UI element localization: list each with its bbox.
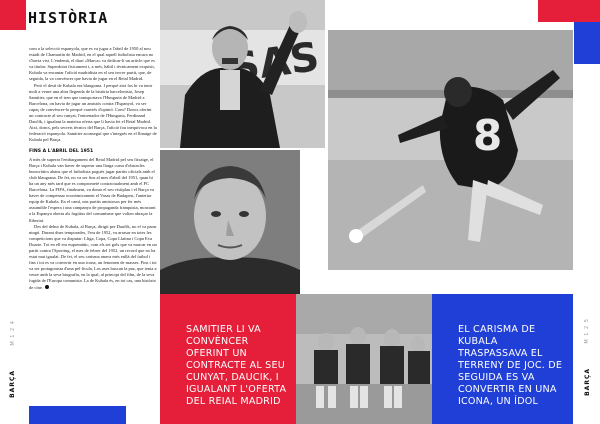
article-paragraph: com a la selecció espanyola, que es va jugar a l'abril de 1950 al nou estadi de Chamartín de Madrid, en el qual aquell futbolista encara no s'havia vist. L'endemà, el diari «Marca» va dedicar-li un article que es va titular: Superdotat físicament i, a més, hàbil i tècnicament exquisit, Kubala va encantar l'afició madridista en el seu tercer partit, que, de seguida, la va convèncer que havia de jugar en el Reial Madrid. bbox=[29, 46, 155, 82]
brand-label-right: BARÇA bbox=[584, 368, 591, 396]
page-number-left: M 1 2 4 bbox=[10, 320, 16, 346]
jersey-number-text: 8 bbox=[473, 111, 503, 160]
photo-team-group bbox=[296, 294, 432, 424]
end-mark-icon bbox=[45, 285, 49, 289]
brand-label-left: BARÇA bbox=[9, 370, 16, 398]
photo-man-airport-illustration bbox=[160, 0, 325, 148]
photo-player-kicking-illustration bbox=[328, 30, 573, 270]
photo-portrait bbox=[160, 150, 300, 294]
article-column bbox=[29, 46, 157, 291]
article-paragraph-text: Des del debut de Kubala, al Barça, dirigit per Daučík, no el va parar ningú. Durant dues temporades, l'era de 1952, va arrasar en totes les competicions que va disputar: Lliga, Copa, Copa Llatina i Copa Eva Duarte. Tot en ell era esquemàtic, com els set gols que va marcar en un partit contra l'Sporting, el mes de febrer del 1952, un record que no ha estat mai igualat. De fet, el seu carisma anava més enllà del futbol i fins i tot es va convertir en una icona, un fenomen de masses. Fins i tot va ser protagonista d'una pel·lícula, Los ases buscan la paz, que tenia a veure amb la seva biografia, en la qual, al principi del film, de la seva fugida de l'Europa comunista. La de Kubala és, en tot cas, una història de cine. bbox=[29, 223, 157, 290]
photo-portrait-illustration bbox=[160, 150, 300, 294]
pull-quote-kubala-charisma: EL CARISMA DE KUBALA TRASPASSAVA EL TERRENY DE JOC. DE SEGUIDA ES VA CONVERTIR EN UNA ICONA, UN ÍDOL bbox=[458, 324, 563, 407]
blue-corner-block-right bbox=[574, 22, 600, 64]
red-corner-block-left bbox=[0, 0, 26, 30]
article-subhead: FINS A L'ABRIL DEL 1951 bbox=[29, 148, 94, 154]
pull-quote-samitier: SAMITIER LI VA CONVÈNCER OFERINT UN CONTRACTE AL SEU CUNYAT, DAUCIK, I IGUALANT L'OFERTA DEL REIAL MADRID bbox=[186, 324, 287, 407]
article-paragraph: Però el destí de Kubala era blaugrana. I perquè així fos hi va tenir molt a veure una altra llegenda de la història barcelonista, Josep Samitier, que en el tren que transportava l'Hungaria de Madrid a Barcelona, on havia de jugar un amistós contra l'Espanyol, va ser capaç de convèncer-lo perquè canviés d'opinió. Com? Doncs oferint un contracte al seu cunyat, l'entrenador de l'Hungaria, Ferdinand Daučík, i igualant la mateixa oferta que li havia fet el Reial Madrid. Així, doncs, pels secrets tècnics del Barça, l'afició fou inequívoca en la federació espanyola. Samitier aconseguí que s'integrés en el llinatge de Kubala pel Barça. bbox=[29, 82, 157, 143]
article-paragraph bbox=[29, 224, 157, 291]
quote-box-blue bbox=[432, 294, 573, 424]
section-title: HISTÒRIA bbox=[28, 9, 109, 27]
photo-player-kicking bbox=[328, 30, 573, 270]
article-paragraph: A més de superar l'embargament del Reial Madrid pel seu fitxatge, el Barça i Kubala van haver de superar una llarga cursa d'obstacles burocràtics abans que el futbolista pogués jugar partits oficials amb el club blaugrana. De fet, no va ser fins al mes d'abril del 1951, quan hi ha un any més tard que es comprometé contractualment amb el FC Barcelona. La FIFA, finalment, va donar el seu vistiplau i el Barça va haver de compensar econòmicament el Vasas de Budapest, l'anterior equip de Kubala. En el camí, uns partits amistosos per fer més assumible l'espera i una campanya de propaganda franquista, mostrant a la Espanya oberta als fugitius del comunisme que volien abraçar la llibertat. bbox=[29, 156, 156, 223]
blue-strip-left bbox=[29, 406, 126, 424]
photo-team-group-illustration bbox=[296, 294, 432, 424]
quote-box-red bbox=[160, 294, 296, 424]
page-number-right: M 1 2 5 bbox=[584, 318, 590, 344]
photo-man-airport bbox=[160, 0, 325, 148]
red-corner-block-right bbox=[538, 0, 600, 22]
